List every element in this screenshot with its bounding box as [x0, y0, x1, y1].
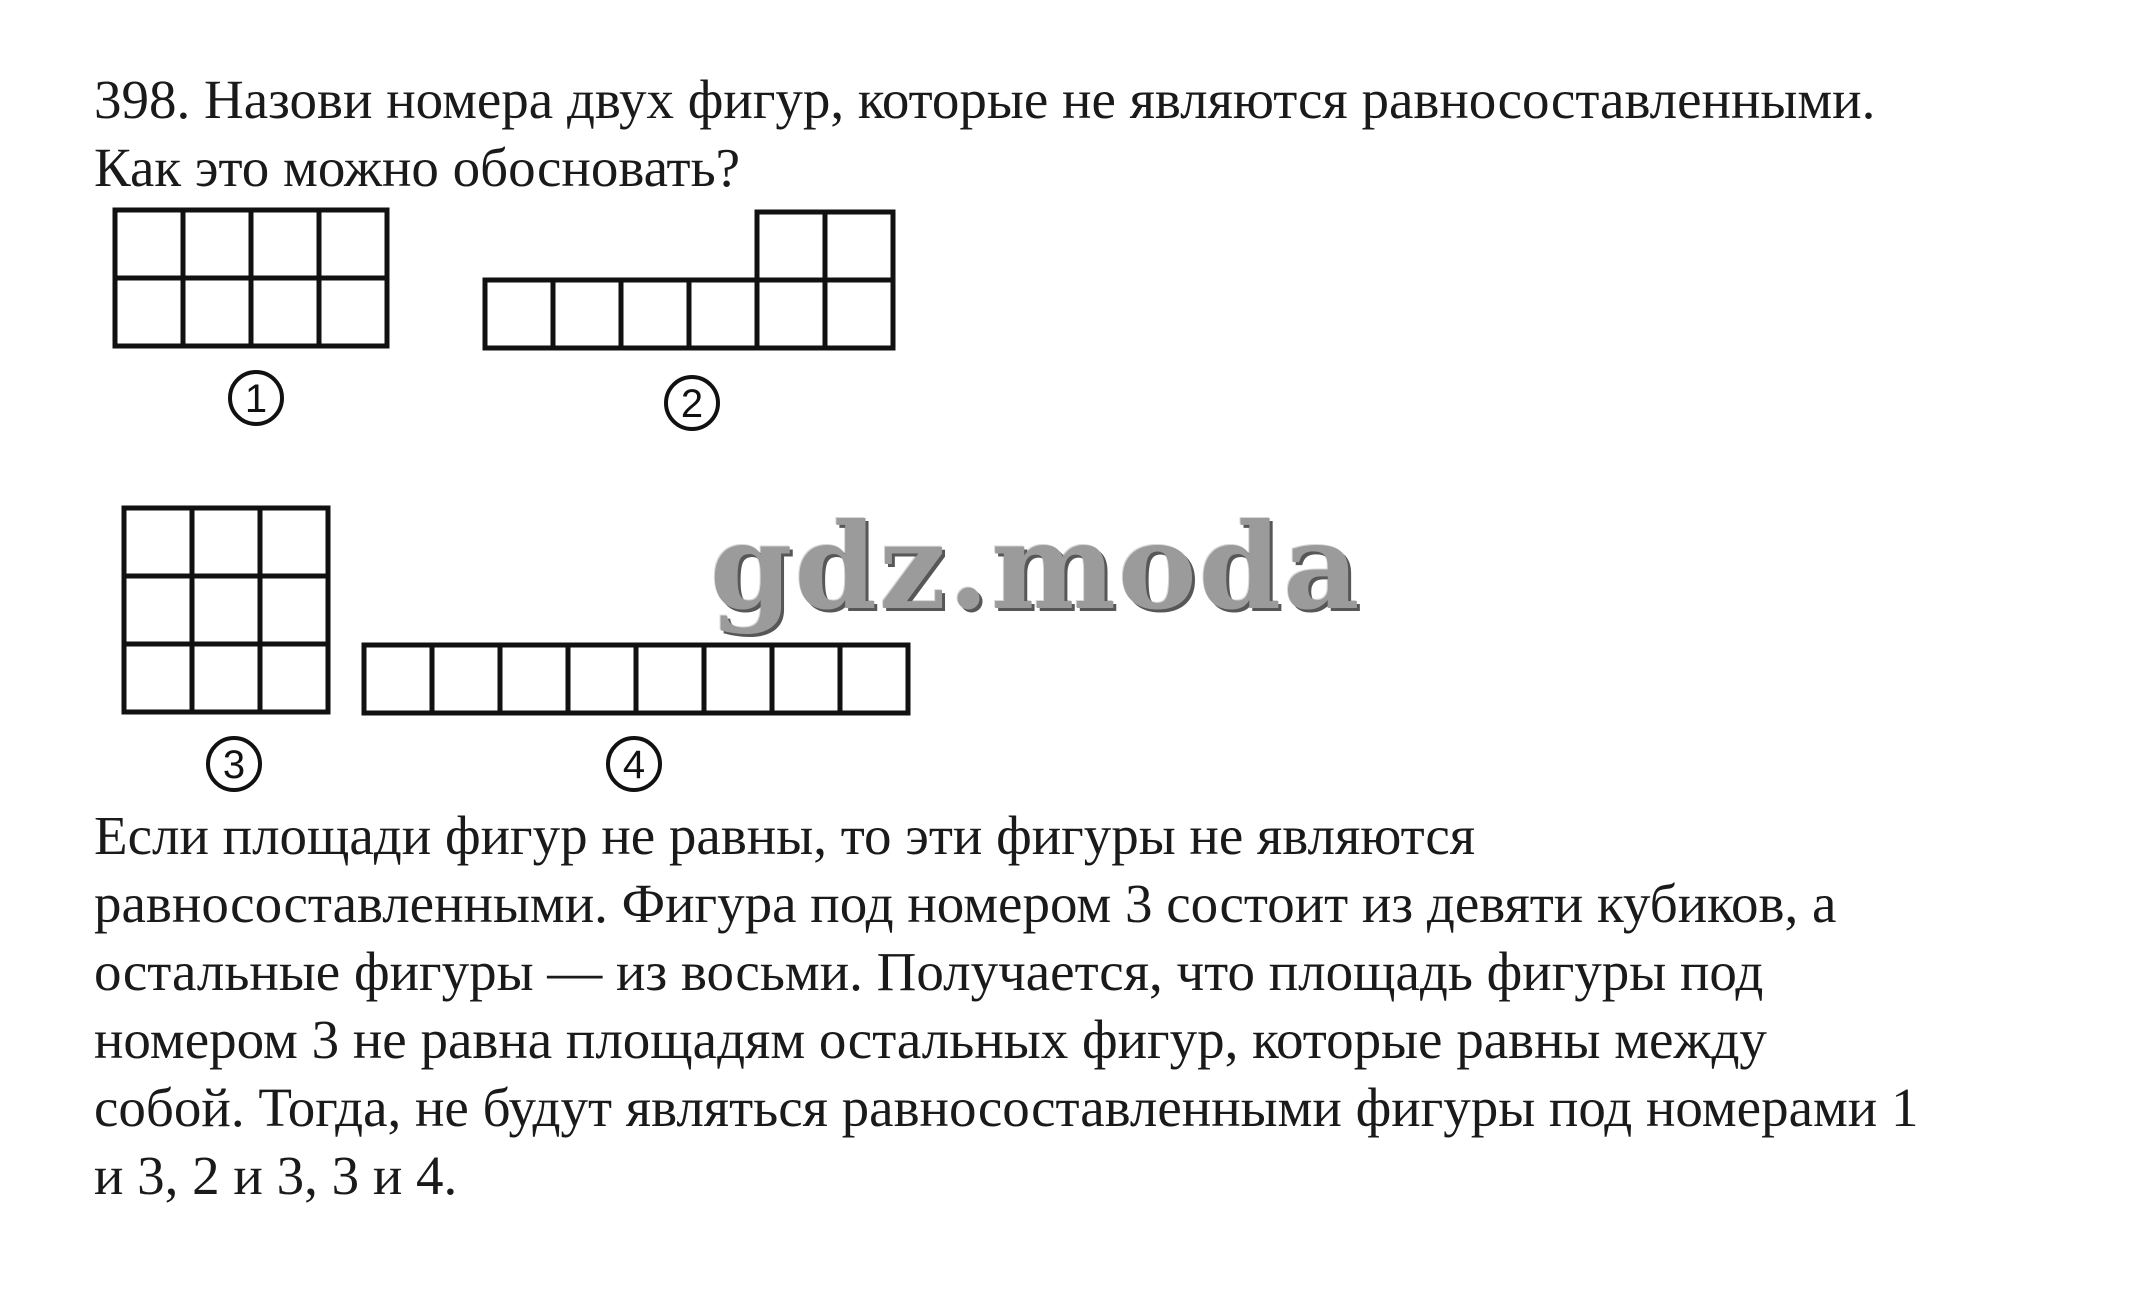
solution-line-6: и 3, 2 и 3, 3 и 4. — [94, 1145, 458, 1206]
figure-4-number — [608, 738, 660, 790]
problem-line-2: Как это можно обосновать? — [94, 137, 741, 198]
figure-3-label: 3 — [222, 743, 246, 787]
solution-paragraph — [94, 802, 2094, 1210]
solution-line-2: равносоставленными. Фигура под номером 3 состоит из девяти кубиков, а — [94, 873, 1837, 934]
problem-line-1: 398. Назови номера двух фигур, которые не являются равносоставленными. — [94, 69, 1876, 130]
figure-4-label: 4 — [622, 743, 646, 787]
solution-line-5: собой. Тогда, не будут являться равносоставленными фигуры под номерами 1 — [94, 1077, 1919, 1138]
figure-2 — [485, 212, 893, 348]
figure-1-number — [230, 372, 282, 424]
figure-1-label: 1 — [244, 377, 268, 421]
solution-line-1: Если площади фигур не равны, то эти фигуры не являются — [94, 805, 1476, 866]
figure-3 — [124, 508, 328, 712]
figure-3-number — [208, 738, 260, 790]
solution-line-4: номером 3 не равна площадям остальных фигур, которые равны между — [94, 1009, 1767, 1070]
solution-line-3: остальные фигуры — из восьми. Получается, что площадь фигуры под — [94, 941, 1764, 1002]
figure-2-number — [666, 377, 718, 429]
figure-4 — [364, 645, 908, 713]
watermark-logo: gdz.moda — [710, 497, 1362, 636]
figure-1 — [115, 210, 387, 346]
figure-2-label: 2 — [680, 382, 704, 426]
